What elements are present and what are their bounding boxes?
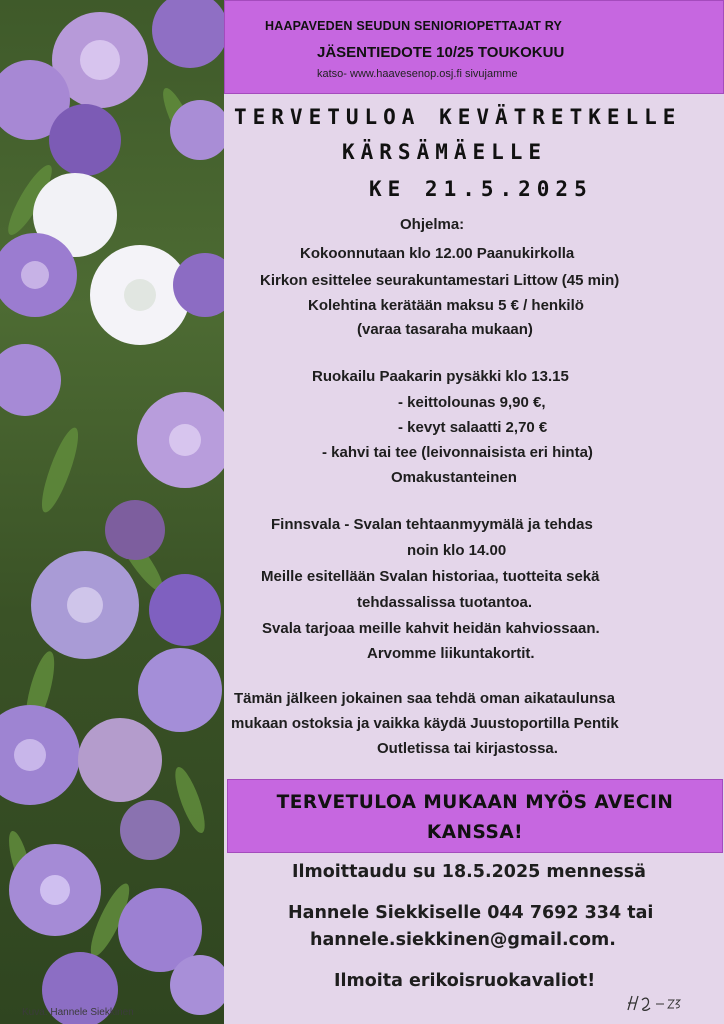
registration-contact-email: hannele.siekkinen@gmail.com. bbox=[310, 930, 616, 950]
website-note: katso- www.haavesenop.osj.fi sivujamme bbox=[317, 68, 518, 80]
program-line: Kokoonnutaan klo 12.00 Paanukirkolla bbox=[300, 245, 575, 262]
newsletter-header bbox=[224, 0, 724, 94]
factory-line: noin klo 14.00 bbox=[407, 542, 507, 559]
photo-credit: Kuva: Hannele Siekkinen bbox=[22, 1007, 134, 1018]
factory-line: Svala tarjoaa meille kahvit heidän kahviossaan. bbox=[262, 620, 600, 637]
flower-photo bbox=[0, 0, 224, 1024]
after-line: Tämän jälkeen jokainen saa tehdä oman aikataulunsa bbox=[234, 690, 615, 707]
registration-contact-phone: Hannele Siekkiselle 044 7692 334 tai bbox=[288, 903, 654, 923]
lunch-item: - keittolounas 9,90 €, bbox=[398, 394, 546, 411]
lunch-item: - kevyt salaatti 2,70 € bbox=[398, 419, 548, 436]
registration-deadline: Ilmoittaudu su 18.5.2025 mennessä bbox=[292, 862, 646, 882]
factory-line: Arvomme liikuntakortit. bbox=[367, 645, 535, 662]
program-heading: Ohjelma: bbox=[400, 216, 465, 233]
program-line: (varaa tasaraha mukaan) bbox=[357, 321, 533, 338]
newsletter-panel bbox=[224, 0, 724, 1024]
handwritten-signature bbox=[624, 990, 694, 1016]
factory-line: Meille esitellään Svalan historiaa, tuotteita sekä bbox=[261, 568, 600, 585]
after-line: Outletissa tai kirjastossa. bbox=[377, 740, 558, 757]
avec-text bbox=[228, 788, 722, 848]
organization-name: HAAPAVEDEN SEUDUN SENIORIOPETTAJAT RY bbox=[265, 19, 563, 33]
avec-line1: TERVETULOA MUKAAN MYÖS AVECIN bbox=[276, 792, 674, 813]
lunch-item: - kahvi tai tee (leivonnaisista eri hinta) bbox=[322, 444, 593, 461]
avec-banner bbox=[227, 779, 723, 853]
petunia-flowers-image bbox=[0, 0, 224, 1024]
program-line: Kolehtina kerätään maksu 5 € / henkilö bbox=[308, 297, 584, 314]
lunch-note: Omakustanteinen bbox=[391, 469, 517, 486]
trip-title-line1: TERVETULOA KEVÄTRETKELLE bbox=[234, 105, 682, 129]
after-line: mukaan ostoksia ja vaikka käydä Juustoportilla Pentik bbox=[231, 715, 619, 732]
trip-title-line2: KÄRSÄMÄELLE bbox=[342, 140, 548, 164]
program-line: Kirkon esittelee seurakuntamestari Littow (45 min) bbox=[260, 272, 620, 289]
lunch-heading: Ruokailu Paakarin pysäkki klo 13.15 bbox=[312, 368, 569, 385]
avec-line2: KANSSA! bbox=[426, 822, 524, 843]
factory-line: tehdassalissa tuotantoa. bbox=[357, 594, 533, 611]
issue-title: JÄSENTIEDOTE 10/25 TOUKOKUU bbox=[317, 44, 565, 61]
factory-line: Finnsvala - Svalan tehtaanmyymälä ja tehdas bbox=[271, 516, 593, 533]
special-diet-note: Ilmoita erikoisruokavaliot! bbox=[334, 971, 596, 991]
trip-date: KE 21.5.2025 bbox=[369, 177, 593, 201]
